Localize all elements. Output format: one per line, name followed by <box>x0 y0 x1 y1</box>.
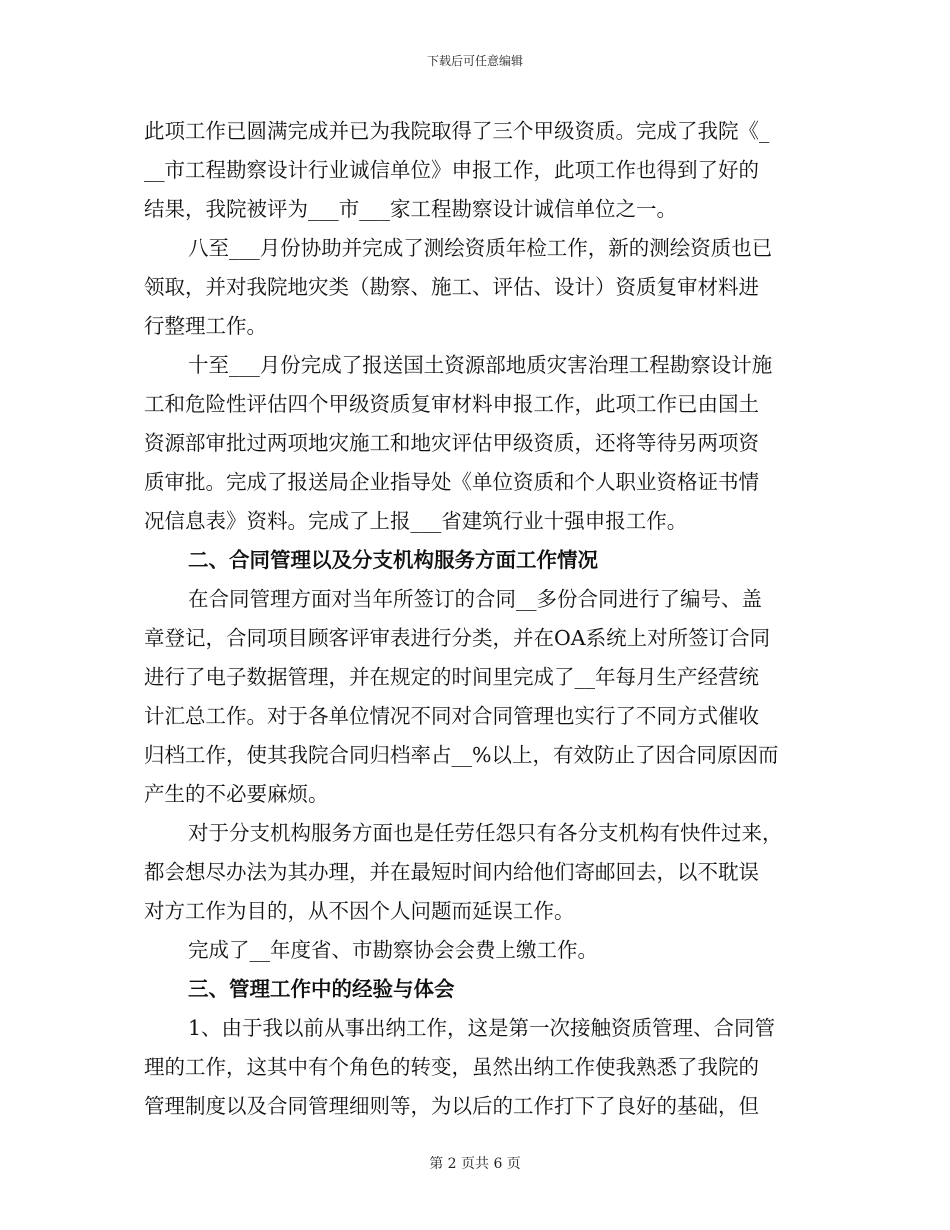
paragraph-line: 计汇总工作。对于各单位情况不同对合同管理也实行了不同方式催收 <box>144 704 759 728</box>
paragraph-line: 都会想尽办法为其办理，并在最短时间内给他们寄邮回去，以不耽误 <box>144 860 759 884</box>
paragraph-line: 结果，我院被评为___市___家工程勘察设计诚信单位之一。 <box>144 197 677 221</box>
paragraph-line: __市工程勘察设计行业诚信单位》申报工作，此项工作也得到了好的 <box>144 158 759 182</box>
paragraph-line: 此项工作已圆满完成并已为我院取得了三个甲级资质。完成了我院《_ <box>144 119 770 143</box>
page-footer: 第 2 页共 6 页 <box>429 1156 521 1172</box>
section-heading: 二、合同管理以及分支机构服务方面工作情况 <box>188 548 598 572</box>
paragraph-line: 十至___月份完成了报送国土资源部地质灾害治理工程勘察设计施 <box>188 353 773 377</box>
paragraph-line: 进行了电子数据管理，并在规定的时间里完成了__年每月生产经营统 <box>144 665 759 689</box>
document-body <box>144 112 808 1126</box>
paragraph-line: 质审批。完成了报送局企业指导处《单位资质和个人职业资格证书情 <box>144 470 759 494</box>
paragraph-line: 在合同管理方面对当年所签订的合同__多份合同进行了编号、盖 <box>188 587 762 611</box>
paragraph-line: 领取，并对我院地灾类（勘察、施工、评估、设计）资质复审材料进 <box>144 275 759 299</box>
paragraph-line: 1、由于我以前从事出纳工作，这是第一次接触资质管理、合同管 <box>188 1016 776 1040</box>
paragraph-line: 况信息表》资料。完成了上报___省建筑行业十强申报工作。 <box>144 509 688 533</box>
paragraph-line: 理的工作，这其中有个角色的转变，虽然出纳工作使我熟悉了我院的 <box>144 1055 759 1079</box>
paragraph-line: 资源部审批过两项地灾施工和地灾评估甲级资质，还将等待另两项资 <box>144 431 759 455</box>
paragraph-line: 对方工作为目的，从不因个人问题而延误工作。 <box>144 899 575 923</box>
paragraph-line: 管理制度以及合同管理细则等，为以后的工作打下了良好的基础，但 <box>144 1094 759 1118</box>
paragraph-line: 对于分支机构服务方面也是任劳任怨只有各分支机构有快件过来， <box>188 821 783 845</box>
paragraph-line: 章登记，合同项目顾客评审表进行分类，并在OA系统上对所签订合同 <box>144 626 771 650</box>
paragraph-line: 完成了__年度省、市勘察协会会费上缴工作。 <box>188 938 598 962</box>
page-header: 下载后可任意编辑 <box>426 54 523 68</box>
paragraph-line: 八至___月份协助并完成了测绘资质年检工作，新的测绘资质也已 <box>188 236 773 260</box>
paragraph-line: 归档工作，使其我院合同归档率占__%以上，有效防止了因合同原因而 <box>144 743 779 767</box>
section-heading: 三、管理工作中的经验与体会 <box>188 977 455 1001</box>
paragraph-line: 行整理工作。 <box>144 314 267 338</box>
paragraph-line: 产生的不必要麻烦。 <box>144 782 329 806</box>
paragraph-line: 工和危险性评估四个甲级资质复审材料申报工作，此项工作已由国土 <box>144 392 759 416</box>
